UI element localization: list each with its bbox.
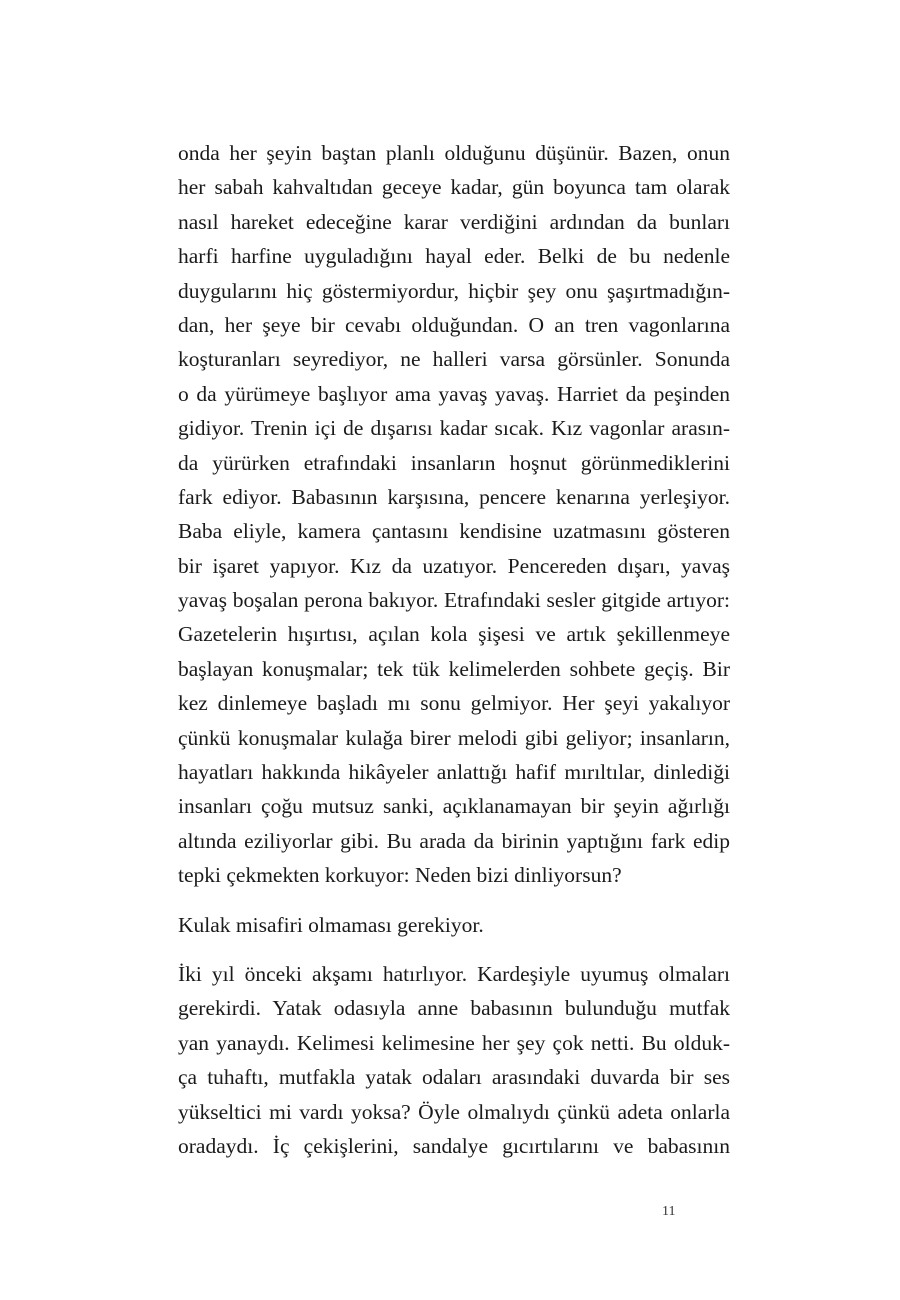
text-line: yan yanaydı. Kelimesi kelimesine her şey çok netti. Bu olduk-	[178, 1030, 730, 1055]
text-line: altında eziliyorlar gibi. Bu arada da birinin yaptığını fark edip	[178, 828, 730, 853]
text-line: çünkü konuşmalar kulağa birer melodi gibi geliyor; insanların,	[178, 725, 730, 750]
text-line: hayatları hakkında hikâyeler anlattığı hafif mırıltılar, dinlediği	[178, 760, 730, 785]
text-line: dan, her şeye bir cevabı olduğundan. O an tren vagonlarına	[178, 312, 730, 337]
text-line: kez dinlemeye başladı mı sonu gelmiyor. Her şeyi yakalıyor	[178, 691, 730, 716]
text-line: ça tuhaftı, mutfakla yatak odaları arasındaki duvarda bir ses	[178, 1065, 730, 1090]
text-line: koşturanları seyrediyor, ne halleri varsa görsünler. Sonunda	[178, 347, 730, 372]
text-line: onda her şeyin baştan planlı olduğunu düşünür. Bazen, onun	[178, 141, 730, 165]
text-line: duygularını hiç göstermiyordur, hiçbir şey onu şaşırtmadığın-	[178, 278, 730, 303]
body-text	[178, 136, 730, 1163]
text-line: nasıl hareket edeceğine karar verdiğini ardından da bunları	[178, 209, 730, 234]
text-line: gidiyor. Trenin içi de dışarısı kadar sıcak. Kız vagonlar arasın-	[178, 416, 730, 441]
text-line: Kulak misafiri olmaması gerekiyor.	[178, 912, 484, 937]
text-line: oradaydı. İç çekişlerini, sandalye gıcırtılarını ve babasının	[178, 1133, 730, 1158]
paragraph	[178, 908, 730, 942]
text-line: Baba eliyle, kamera çantasını kendisine uzatmasını gösteren	[178, 519, 730, 544]
text-line: yükseltici mi vardı yoksa? Öyle olmalıydı çünkü adeta onlarla	[178, 1099, 730, 1124]
text-line: İki yıl önceki akşamı hatırlıyor. Kardeşiyle uyumuş olmaları	[178, 961, 730, 986]
text-line: fark ediyor. Babasının karşısına, pencere kenarına yerleşiyor.	[178, 484, 730, 509]
text-line: başlayan konuşmalar; tek tük kelimelerden sohbete geçiş. Bir	[178, 656, 730, 681]
text-line: insanları çoğu mutsuz sanki, açıklanamayan bir şeyin ağırlığı	[178, 794, 730, 819]
page-number: 11	[662, 1204, 676, 1219]
text-line: bir işaret yapıyor. Kız da uzatıyor. Pencereden dışarı, yavaş	[178, 553, 730, 578]
text-line: o da yürümeye başlıyor ama yavaş yavaş. Harriet da peşinden	[178, 381, 730, 406]
text-line: her sabah kahvaltıdan geceye kadar, gün boyunca tam olarak	[178, 175, 730, 200]
paragraph-gap	[178, 893, 730, 908]
text-line: harfi harfine uyguladığını hayal eder. Belki de bu nedenle	[178, 244, 730, 269]
text-line: tepki çekmekten korkuyor: Neden bizi dinliyorsun?	[178, 863, 622, 888]
paragraph	[178, 136, 730, 893]
text-line: gerekirdi. Yatak odasıyla anne babasının bulunduğu mutfak	[178, 996, 730, 1021]
paragraph-gap	[178, 942, 730, 957]
paragraph	[178, 957, 730, 1163]
text-line: da yürürken etrafındaki insanların hoşnut görünmediklerini	[178, 450, 730, 475]
text-line: yavaş boşalan perona bakıyor. Etrafındaki sesler gitgide artıyor:	[178, 588, 730, 613]
text-line: Gazetelerin hışırtısı, açılan kola şişesi ve artık şekillenmeye	[178, 622, 730, 647]
